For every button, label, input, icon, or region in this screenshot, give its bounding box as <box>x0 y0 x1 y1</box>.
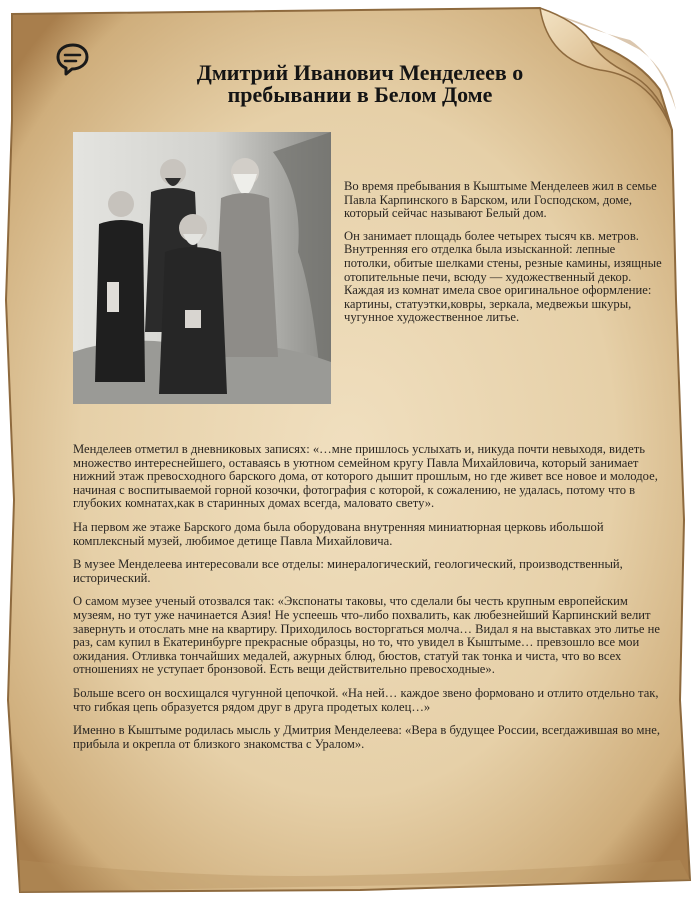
body-paragraph: Именно в Кыштыме родилась мысль у Дмитрия Менделеева: «Вера в будущее России, всегдажившая во мне, прибыла и окрепла от близкого знакомства с Уралом». <box>73 723 660 751</box>
intro-paragraph: Он занимает площадь более четырех тысяч кв. метров. Внутренняя его отделка была изысканной: лепные потолки, обитые шелками стены, резные камины, изящные отопительные печи, всюду — художественный декор. Каждая из комнат имела свое оригинальное оформление: картины, статуэтки,ковры, зеркала, медвежьи шкуры, чугунное художественное литье. <box>344 228 662 325</box>
main-text <box>73 443 663 761</box>
body-paragraph: О самом музее ученый отозвался так: «Экспонаты таковы, что сделали бы честь крупным европейским музеям, но тут уже начинается Азия! Не успеешь что-либо похвалить, как любезнейший Карпинский велит завернуть и отослать мне на квартиру. Приходилось восторгаться молча… Видал я на выставках это литье не раз, сам купил в Екатеринбурге прекрасные образцы, но то, что увидел в Кыштыме… превзошло все мои ожидания. Отливка тончайших медалей, ажурных блюд, бюстов, статуй так тонка и чиста, что во всех отношениях не уступает бронзовой. Есть вещи действительно превосходные». <box>73 594 660 677</box>
body-paragraph: Больше всего он восхищался чугунной цепочкой. «На ней… каждое звено формовано и отлито отдельно так, что гибкая цепь образуется рядом друг в друга продетых колец…» <box>73 685 659 714</box>
body-paragraph: Менделеев отметил в дневниковых записях: «…мне пришлось услыхать и, никуда почти невыходя, видеть множество интереснейшего, оставаясь в уютном семейном кругу Павла Михайловича, который занимает нижний этаж превосходного барского дома, от которого дышит прошлым, но где живет все новое и молодое, начиная с воспитываемой горной козочки, фотография с которой, к сожалению, не удалась, потому что в глубоких комнатах,как в старинных домах всегда, маловато свету». <box>73 442 658 511</box>
page-title: Дмитрий Иванович Менделеев о пребывании в Белом Доме <box>196 60 524 107</box>
body-paragraph: На первом же этаже Барского дома была оборудована внутренняя миниатюрная церковь ибольшой комплексный музей, любимое детище Павла Михайловича. <box>73 519 604 548</box>
body-paragraph: В музее Менделеева интересовали все отделы: минералогический, геологический, производственный, исторический. <box>73 557 623 585</box>
chat-bubble-icon[interactable] <box>54 40 92 78</box>
group-portrait-photo <box>73 132 331 404</box>
intro-paragraph: Во время пребывания в Кыштыме Менделеев жил в семье Павла Карпинского в Барском, или Господском, доме, который сейчас называют Белый дом. <box>344 179 657 221</box>
intro-text <box>344 180 662 334</box>
